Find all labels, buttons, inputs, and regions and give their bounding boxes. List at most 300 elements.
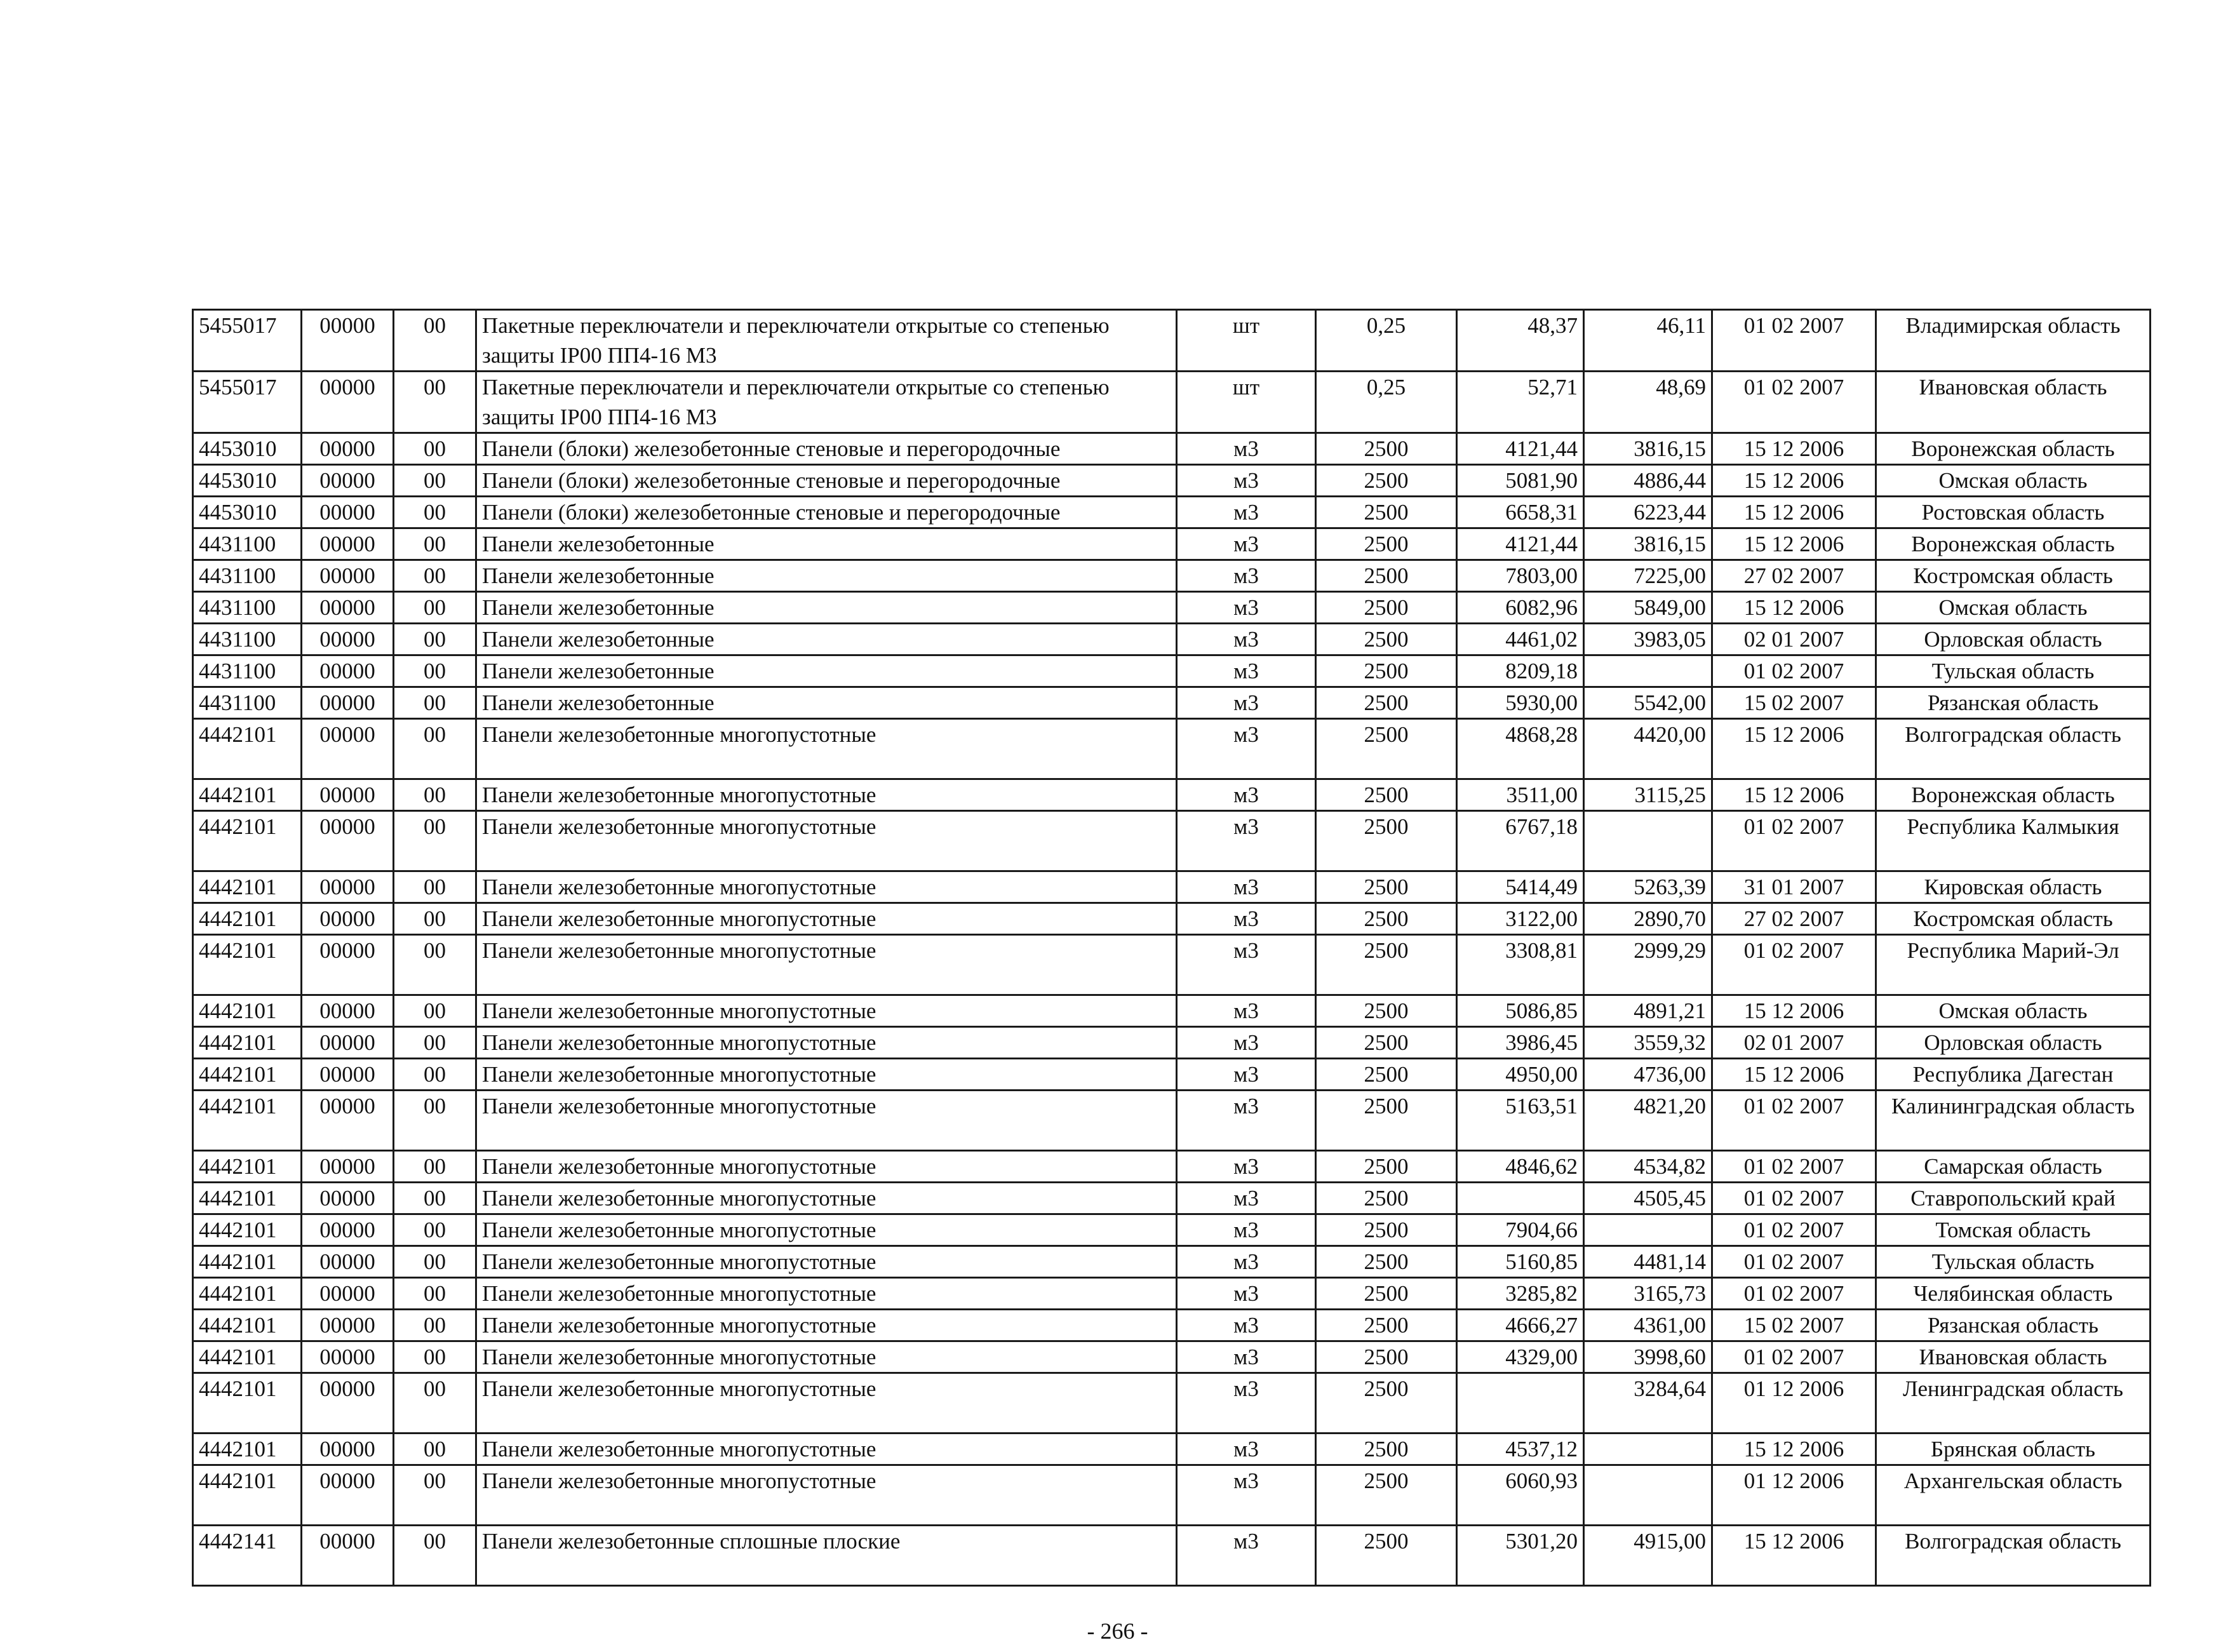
product-name-cell: Панели железобетонные многопустотные (476, 1310, 1177, 1341)
variant-code-cell: 00 (394, 655, 476, 687)
volume-cell: 2500 (1316, 1214, 1457, 1246)
product-name-cell: Панели (блоки) железобетонные стеновые и перегородочные (476, 433, 1177, 465)
volume-cell: 2500 (1316, 903, 1457, 935)
volume-cell: 2500 (1316, 779, 1457, 811)
okp-code-cell: 4453010 (193, 497, 302, 528)
table-row (193, 1434, 2151, 1465)
table-row (193, 1373, 2151, 1434)
variant-code-cell: 00 (394, 871, 476, 903)
unit-cell: м3 (1177, 1465, 1316, 1526)
product-name-cell: Панели железобетонные многопустотные (476, 1341, 1177, 1373)
price-high-cell: 4666,27 (1457, 1310, 1584, 1341)
sub-code-cell: 00000 (302, 624, 394, 655)
unit-cell: м3 (1177, 433, 1316, 465)
okp-code-cell: 4442101 (193, 1151, 302, 1183)
price-high-cell: 5081,90 (1457, 465, 1584, 497)
region-cell: Костромская область (1876, 560, 2151, 592)
volume-cell: 2500 (1316, 465, 1457, 497)
unit-cell: м3 (1177, 1341, 1316, 1373)
price-low-cell: 3998,60 (1584, 1341, 1712, 1373)
price-low-cell: 3983,05 (1584, 624, 1712, 655)
price-low-cell (1584, 655, 1712, 687)
date-cell: 15 12 2006 (1712, 497, 1876, 528)
price-high-cell: 6767,18 (1457, 811, 1584, 871)
region-cell: Волгоградская область (1876, 1526, 2151, 1586)
sub-code-cell: 00000 (302, 433, 394, 465)
region-cell: Республика Калмыкия (1876, 811, 2151, 871)
sub-code-cell: 00000 (302, 372, 394, 433)
unit-cell: м3 (1177, 1183, 1316, 1214)
price-high-cell: 6060,93 (1457, 1465, 1584, 1526)
volume-cell: 2500 (1316, 592, 1457, 624)
date-cell: 15 12 2006 (1712, 528, 1876, 560)
variant-code-cell: 00 (394, 624, 476, 655)
unit-cell: м3 (1177, 687, 1316, 719)
sub-code-cell: 00000 (302, 811, 394, 871)
date-cell: 01 12 2006 (1712, 1465, 1876, 1526)
sub-code-cell: 00000 (302, 1059, 394, 1091)
date-cell: 01 02 2007 (1712, 1246, 1876, 1278)
region-cell: Омская область (1876, 995, 2151, 1027)
okp-code-cell: 4442101 (193, 1183, 302, 1214)
table-row (193, 1465, 2151, 1526)
variant-code-cell: 00 (394, 560, 476, 592)
unit-cell: м3 (1177, 560, 1316, 592)
region-cell: Костромская область (1876, 903, 2151, 935)
table-row (193, 1151, 2151, 1183)
date-cell: 15 02 2007 (1712, 1310, 1876, 1341)
date-cell: 02 01 2007 (1712, 1027, 1876, 1059)
unit-cell: м3 (1177, 719, 1316, 779)
variant-code-cell: 00 (394, 1526, 476, 1586)
variant-code-cell: 00 (394, 1183, 476, 1214)
product-name-cell: Панели железобетонные многопустотные (476, 1278, 1177, 1310)
unit-cell: шт (1177, 372, 1316, 433)
date-cell: 01 02 2007 (1712, 310, 1876, 372)
price-high-cell: 48,37 (1457, 310, 1584, 372)
okp-code-cell: 4442101 (193, 1246, 302, 1278)
variant-code-cell: 00 (394, 1214, 476, 1246)
product-name-cell: Панели железобетонные многопустотные (476, 779, 1177, 811)
price-high-cell: 5301,20 (1457, 1526, 1584, 1586)
region-cell: Орловская область (1876, 1027, 2151, 1059)
unit-cell: м3 (1177, 1278, 1316, 1310)
unit-cell: м3 (1177, 1310, 1316, 1341)
variant-code-cell: 00 (394, 995, 476, 1027)
variant-code-cell: 00 (394, 1059, 476, 1091)
price-high-cell (1457, 1183, 1584, 1214)
product-name-cell: Панели железобетонные (476, 655, 1177, 687)
variant-code-cell: 00 (394, 779, 476, 811)
sub-code-cell: 00000 (302, 871, 394, 903)
region-cell: Воронежская область (1876, 528, 2151, 560)
table-row (193, 655, 2151, 687)
table-row (193, 1214, 2151, 1246)
variant-code-cell: 00 (394, 1341, 476, 1373)
region-cell: Орловская область (1876, 624, 2151, 655)
unit-cell: м3 (1177, 1059, 1316, 1091)
volume-cell: 2500 (1316, 655, 1457, 687)
date-cell: 15 12 2006 (1712, 465, 1876, 497)
product-name-cell: Панели железобетонные (476, 528, 1177, 560)
unit-cell: м3 (1177, 655, 1316, 687)
region-cell: Ростовская область (1876, 497, 2151, 528)
price-low-cell: 4886,44 (1584, 465, 1712, 497)
product-name-cell: Панели железобетонные многопустотные (476, 1214, 1177, 1246)
variant-code-cell: 00 (394, 1278, 476, 1310)
price-low-cell: 4481,14 (1584, 1246, 1712, 1278)
product-name-cell: Панели железобетонные многопустотные (476, 1151, 1177, 1183)
date-cell: 01 02 2007 (1712, 811, 1876, 871)
price-high-cell: 5414,49 (1457, 871, 1584, 903)
okp-code-cell: 4442101 (193, 1434, 302, 1465)
product-name-cell: Панели железобетонные многопустотные (476, 1373, 1177, 1434)
volume-cell: 2500 (1316, 811, 1457, 871)
product-name-cell: Панели железобетонные многопустотные (476, 1059, 1177, 1091)
price-high-cell: 7803,00 (1457, 560, 1584, 592)
volume-cell: 2500 (1316, 1465, 1457, 1526)
volume-cell: 2500 (1316, 871, 1457, 903)
region-cell: Омская область (1876, 592, 2151, 624)
unit-cell: м3 (1177, 1434, 1316, 1465)
price-high-cell: 4121,44 (1457, 433, 1584, 465)
unit-cell: м3 (1177, 1214, 1316, 1246)
price-low-cell: 2890,70 (1584, 903, 1712, 935)
okp-code-cell: 4442101 (193, 1059, 302, 1091)
region-cell: Челябинская область (1876, 1278, 2151, 1310)
table-row (193, 811, 2151, 871)
date-cell: 01 02 2007 (1712, 1151, 1876, 1183)
volume-cell: 2500 (1316, 624, 1457, 655)
price-high-cell: 4950,00 (1457, 1059, 1584, 1091)
unit-cell: м3 (1177, 1027, 1316, 1059)
product-name-cell: Панели железобетонные многопустотные (476, 995, 1177, 1027)
okp-code-cell: 5455017 (193, 310, 302, 372)
sub-code-cell: 00000 (302, 935, 394, 995)
table-row (193, 624, 2151, 655)
unit-cell: м3 (1177, 1526, 1316, 1586)
price-high-cell: 4537,12 (1457, 1434, 1584, 1465)
region-cell: Рязанская область (1876, 687, 2151, 719)
price-low-cell (1584, 1214, 1712, 1246)
price-low-cell: 4534,82 (1584, 1151, 1712, 1183)
price-low-cell: 5263,39 (1584, 871, 1712, 903)
okp-code-cell: 4442141 (193, 1526, 302, 1586)
date-cell: 01 02 2007 (1712, 1091, 1876, 1151)
sub-code-cell: 00000 (302, 560, 394, 592)
okp-code-cell: 4442101 (193, 1373, 302, 1434)
product-name-cell: Панели железобетонные (476, 624, 1177, 655)
sub-code-cell: 00000 (302, 465, 394, 497)
product-name-cell: Панели железобетонные многопустотные (476, 719, 1177, 779)
date-cell: 15 12 2006 (1712, 995, 1876, 1027)
okp-code-cell: 4442101 (193, 903, 302, 935)
sub-code-cell: 00000 (302, 1027, 394, 1059)
page-number: - 266 - (1087, 1618, 1148, 1644)
sub-code-cell: 00000 (302, 1278, 394, 1310)
unit-cell: м3 (1177, 1373, 1316, 1434)
date-cell: 01 02 2007 (1712, 935, 1876, 995)
price-low-cell: 2999,29 (1584, 935, 1712, 995)
unit-cell: м3 (1177, 811, 1316, 871)
price-high-cell: 3986,45 (1457, 1027, 1584, 1059)
unit-cell: м3 (1177, 592, 1316, 624)
date-cell: 15 12 2006 (1712, 719, 1876, 779)
region-cell: Самарская область (1876, 1151, 2151, 1183)
unit-cell: м3 (1177, 903, 1316, 935)
sub-code-cell: 00000 (302, 903, 394, 935)
volume-cell: 2500 (1316, 1059, 1457, 1091)
date-cell: 15 12 2006 (1712, 433, 1876, 465)
region-cell: Архангельская область (1876, 1465, 2151, 1526)
okp-code-cell: 4442101 (193, 1027, 302, 1059)
price-high-cell: 6082,96 (1457, 592, 1584, 624)
okp-code-cell: 4442101 (193, 779, 302, 811)
price-high-cell: 5160,85 (1457, 1246, 1584, 1278)
price-low-cell: 4505,45 (1584, 1183, 1712, 1214)
price-table (192, 309, 2151, 1587)
region-cell: Брянская область (1876, 1434, 2151, 1465)
variant-code-cell: 00 (394, 310, 476, 372)
price-high-cell: 5163,51 (1457, 1091, 1584, 1151)
variant-code-cell: 00 (394, 1151, 476, 1183)
region-cell: Тульская область (1876, 1246, 2151, 1278)
table-row (193, 433, 2151, 465)
date-cell: 01 02 2007 (1712, 372, 1876, 433)
table-row (193, 1341, 2151, 1373)
variant-code-cell: 00 (394, 1310, 476, 1341)
variant-code-cell: 00 (394, 903, 476, 935)
price-low-cell: 3115,25 (1584, 779, 1712, 811)
variant-code-cell: 00 (394, 528, 476, 560)
product-name-cell: Панели железобетонные многопустотные (476, 935, 1177, 995)
variant-code-cell: 00 (394, 1434, 476, 1465)
okp-code-cell: 4442101 (193, 1091, 302, 1151)
volume-cell: 2500 (1316, 1373, 1457, 1434)
price-low-cell: 4915,00 (1584, 1526, 1712, 1586)
unit-cell: м3 (1177, 624, 1316, 655)
date-cell: 15 12 2006 (1712, 592, 1876, 624)
product-name-cell: Пакетные переключатели и переключатели открытые со степенью защиты IP00 ПП4-16 М3 (476, 310, 1177, 372)
sub-code-cell: 00000 (302, 497, 394, 528)
product-name-cell: Панели железобетонные многопустотные (476, 1091, 1177, 1151)
table-row (193, 310, 2151, 372)
product-name-cell: Панели (блоки) железобетонные стеновые и перегородочные (476, 465, 1177, 497)
unit-cell: шт (1177, 310, 1316, 372)
table-row (193, 903, 2151, 935)
sub-code-cell: 00000 (302, 1341, 394, 1373)
product-name-cell: Панели (блоки) железобетонные стеновые и перегородочные (476, 497, 1177, 528)
price-high-cell: 4329,00 (1457, 1341, 1584, 1373)
okp-code-cell: 4431100 (193, 655, 302, 687)
price-low-cell: 6223,44 (1584, 497, 1712, 528)
sub-code-cell: 00000 (302, 1526, 394, 1586)
price-high-cell: 3511,00 (1457, 779, 1584, 811)
sub-code-cell: 00000 (302, 1310, 394, 1341)
product-name-cell: Панели железобетонные многопустотные (476, 1246, 1177, 1278)
okp-code-cell: 4431100 (193, 624, 302, 655)
region-cell: Томская область (1876, 1214, 2151, 1246)
price-low-cell: 5849,00 (1584, 592, 1712, 624)
volume-cell: 2500 (1316, 1434, 1457, 1465)
volume-cell: 2500 (1316, 1526, 1457, 1586)
sub-code-cell: 00000 (302, 1091, 394, 1151)
unit-cell: м3 (1177, 1091, 1316, 1151)
date-cell: 01 02 2007 (1712, 1341, 1876, 1373)
date-cell: 27 02 2007 (1712, 903, 1876, 935)
volume-cell: 2500 (1316, 1341, 1457, 1373)
sub-code-cell: 00000 (302, 719, 394, 779)
price-low-cell: 4420,00 (1584, 719, 1712, 779)
region-cell: Воронежская область (1876, 779, 2151, 811)
price-low-cell: 48,69 (1584, 372, 1712, 433)
table-row (193, 719, 2151, 779)
product-name-cell: Панели железобетонные многопустотные (476, 1434, 1177, 1465)
variant-code-cell: 00 (394, 497, 476, 528)
variant-code-cell: 00 (394, 811, 476, 871)
price-high-cell: 4846,62 (1457, 1151, 1584, 1183)
price-high-cell: 7904,66 (1457, 1214, 1584, 1246)
date-cell: 15 02 2007 (1712, 687, 1876, 719)
price-low-cell: 4891,21 (1584, 995, 1712, 1027)
date-cell: 15 12 2006 (1712, 1434, 1876, 1465)
region-cell: Ставропольский край (1876, 1183, 2151, 1214)
price-high-cell: 52,71 (1457, 372, 1584, 433)
product-name-cell: Панели железобетонные (476, 592, 1177, 624)
price-low-cell: 3165,73 (1584, 1278, 1712, 1310)
region-cell: Республика Дагестан (1876, 1059, 2151, 1091)
price-high-cell: 3285,82 (1457, 1278, 1584, 1310)
unit-cell: м3 (1177, 465, 1316, 497)
volume-cell: 2500 (1316, 497, 1457, 528)
variant-code-cell: 00 (394, 935, 476, 995)
sub-code-cell: 00000 (302, 779, 394, 811)
table-row (193, 1310, 2151, 1341)
price-low-cell: 4361,00 (1584, 1310, 1712, 1341)
volume-cell: 2500 (1316, 687, 1457, 719)
okp-code-cell: 4442101 (193, 811, 302, 871)
sub-code-cell: 00000 (302, 1151, 394, 1183)
price-high-cell: 3308,81 (1457, 935, 1584, 995)
sub-code-cell: 00000 (302, 592, 394, 624)
price-high-cell: 4868,28 (1457, 719, 1584, 779)
product-name-cell: Панели железобетонные (476, 560, 1177, 592)
sub-code-cell: 00000 (302, 1373, 394, 1434)
product-name-cell: Панели железобетонные многопустотные (476, 1027, 1177, 1059)
product-name-cell: Панели железобетонные многопустотные (476, 1465, 1177, 1526)
table-row (193, 1091, 2151, 1151)
sub-code-cell: 00000 (302, 1465, 394, 1526)
region-cell: Воронежская область (1876, 433, 2151, 465)
unit-cell: м3 (1177, 528, 1316, 560)
unit-cell: м3 (1177, 995, 1316, 1027)
sub-code-cell: 00000 (302, 1434, 394, 1465)
price-low-cell: 7225,00 (1584, 560, 1712, 592)
volume-cell: 2500 (1316, 1027, 1457, 1059)
table-row (193, 1278, 2151, 1310)
price-high-cell: 5086,85 (1457, 995, 1584, 1027)
price-high-cell (1457, 1373, 1584, 1434)
variant-code-cell: 00 (394, 592, 476, 624)
volume-cell: 2500 (1316, 1091, 1457, 1151)
price-low-cell: 4736,00 (1584, 1059, 1712, 1091)
price-low-cell (1584, 811, 1712, 871)
okp-code-cell: 4442101 (193, 871, 302, 903)
unit-cell: м3 (1177, 871, 1316, 903)
okp-code-cell: 4442101 (193, 1214, 302, 1246)
table-row (193, 592, 2151, 624)
variant-code-cell: 00 (394, 433, 476, 465)
date-cell: 02 01 2007 (1712, 624, 1876, 655)
region-cell: Калининградская область (1876, 1091, 2151, 1151)
table-row (193, 1526, 2151, 1586)
volume-cell: 2500 (1316, 1183, 1457, 1214)
price-low-cell: 3559,32 (1584, 1027, 1712, 1059)
volume-cell: 2500 (1316, 1246, 1457, 1278)
price-high-cell: 5930,00 (1457, 687, 1584, 719)
date-cell: 01 02 2007 (1712, 1214, 1876, 1246)
okp-code-cell: 4453010 (193, 465, 302, 497)
okp-code-cell: 4442101 (193, 1310, 302, 1341)
product-name-cell: Панели железобетонные многопустотные (476, 1183, 1177, 1214)
date-cell: 15 12 2006 (1712, 1526, 1876, 1586)
volume-cell: 2500 (1316, 1151, 1457, 1183)
sub-code-cell: 00000 (302, 528, 394, 560)
okp-code-cell: 4431100 (193, 687, 302, 719)
product-name-cell: Панели железобетонные многопустотные (476, 811, 1177, 871)
date-cell: 01 02 2007 (1712, 655, 1876, 687)
price-high-cell: 4121,44 (1457, 528, 1584, 560)
variant-code-cell: 00 (394, 465, 476, 497)
table-row (193, 871, 2151, 903)
sub-code-cell: 00000 (302, 995, 394, 1027)
okp-code-cell: 4442101 (193, 1465, 302, 1526)
okp-code-cell: 4453010 (193, 433, 302, 465)
table-row (193, 935, 2151, 995)
region-cell: Кировская область (1876, 871, 2151, 903)
unit-cell: м3 (1177, 935, 1316, 995)
table-row (193, 995, 2151, 1027)
date-cell: 01 12 2006 (1712, 1373, 1876, 1434)
unit-cell: м3 (1177, 1246, 1316, 1278)
sub-code-cell: 00000 (302, 1246, 394, 1278)
region-cell: Омская область (1876, 465, 2151, 497)
region-cell: Владимирская область (1876, 310, 2151, 372)
product-name-cell: Панели железобетонные многопустотные (476, 903, 1177, 935)
table-row (193, 528, 2151, 560)
volume-cell: 2500 (1316, 935, 1457, 995)
sub-code-cell: 00000 (302, 655, 394, 687)
date-cell: 27 02 2007 (1712, 560, 1876, 592)
okp-code-cell: 4442101 (193, 935, 302, 995)
region-cell: Ивановская область (1876, 372, 2151, 433)
sub-code-cell: 00000 (302, 310, 394, 372)
volume-cell: 0,25 (1316, 372, 1457, 433)
volume-cell: 2500 (1316, 528, 1457, 560)
table-row (193, 560, 2151, 592)
volume-cell: 2500 (1316, 1278, 1457, 1310)
table-row (193, 465, 2151, 497)
unit-cell: м3 (1177, 497, 1316, 528)
variant-code-cell: 00 (394, 1246, 476, 1278)
okp-code-cell: 4431100 (193, 592, 302, 624)
variant-code-cell: 00 (394, 1091, 476, 1151)
volume-cell: 0,25 (1316, 310, 1457, 372)
okp-code-cell: 4442101 (193, 1341, 302, 1373)
table-row (193, 687, 2151, 719)
price-low-cell: 3816,15 (1584, 528, 1712, 560)
unit-cell: м3 (1177, 1151, 1316, 1183)
